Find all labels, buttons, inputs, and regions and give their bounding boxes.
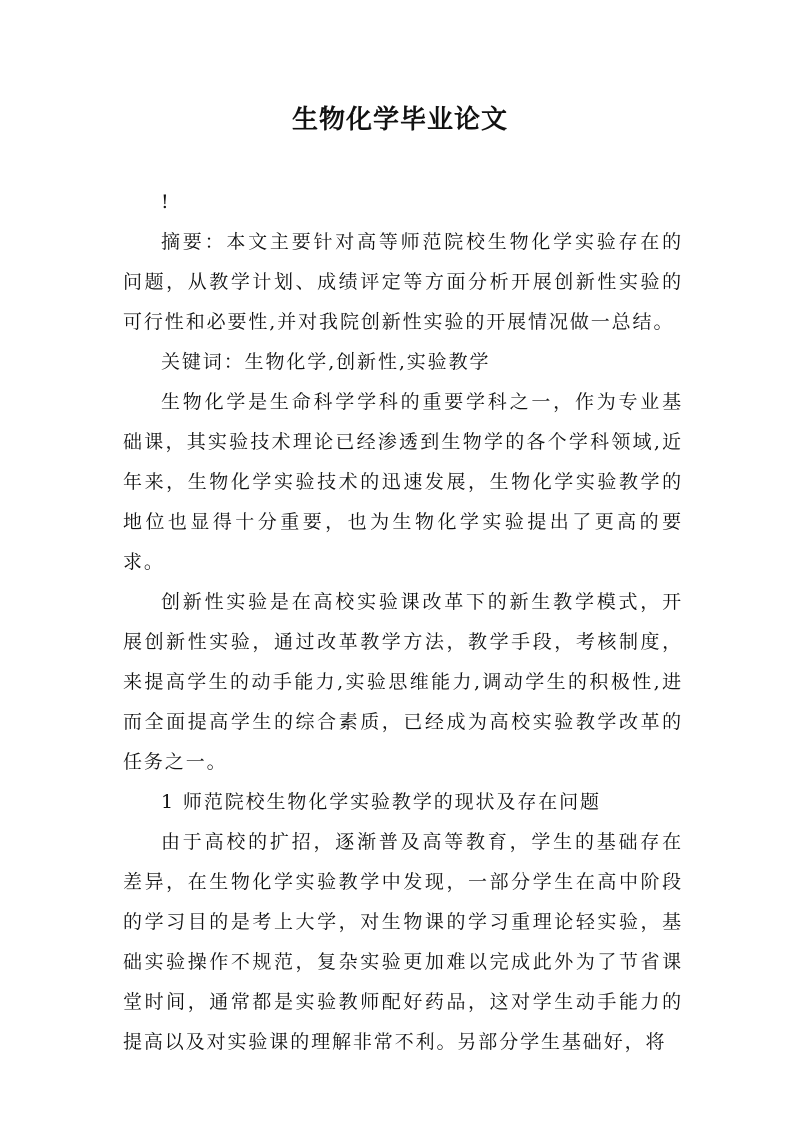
section-heading: 1 师范院校生物化学实验教学的现状及存在问题 (161, 791, 601, 813)
keywords-line: 关键词：生物化学,创新性,实验教学 (161, 351, 491, 373)
status-paragraph: 由于高校的扩招，逐渐普及高等教育，学生的基础存在差异，在生物化学实验教学中发现，一部分学生在高中阶段的学习目的是考上大学，对生物课的学习重理论轻实验，基础实验操作不规范，复杂实验更加难以完成此外为了节省课堂时间，通常都是实验教师配好药品，这对学生动手能力的提高以及对实验课的理解非常不利。另部分学生基础好，将 (123, 831, 683, 1053)
innovation-paragraph: 创新性实验是在高校实验课改革下的新生教学模式，开展创新性实验，通过改革教学方法，教学手段，考核制度，来提高学生的动手能力,实验思维能力,调动学生的积极性,进而全面提高学生的综合素质，已经成为高校实验教学改革的任务之一。 (123, 591, 683, 773)
intro-paragraph: 生物化学是生命科学学科的重要学科之一，作为专业基础课，其实验技术理论已经渗透到生物学的各个学科领域,近年来，生物化学实验技术的迅速发展，生物化学实验教学的地位也显得十分重要，也为生物化学实验提出了更高的要求。 (123, 391, 683, 573)
exclamation-line: ! (161, 191, 171, 213)
document-title: 生物化学毕业论文 (291, 105, 508, 135)
abstract-paragraph: 摘要：本文主要针对高等师范院校生物化学实验存在的问题，从教学计划、成绩评定等方面分析开展创新性实验的可行性和必要性,并对我院创新性实验的开展情况做一总结。 (123, 231, 683, 333)
document-body (123, 182, 683, 1062)
